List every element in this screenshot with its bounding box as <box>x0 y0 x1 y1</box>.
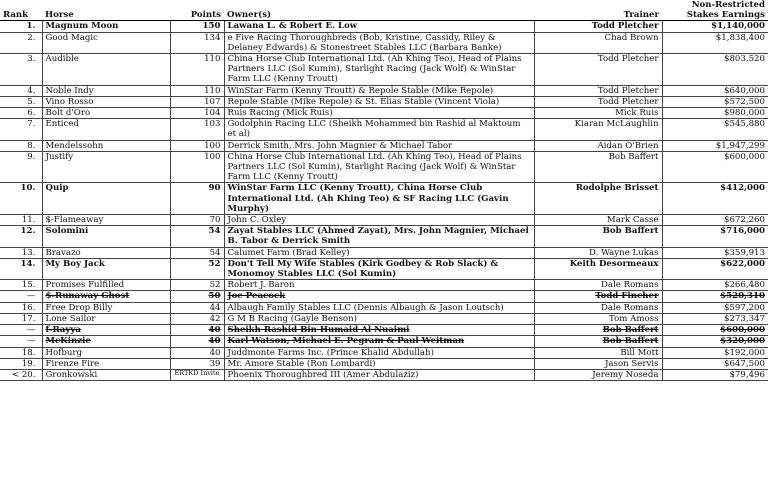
cell-rank: — <box>0 336 42 347</box>
cell-points: 110 <box>170 54 224 86</box>
cell-horse: $-Runaway Ghost <box>42 291 170 302</box>
cell-owners: Mr. Amore Stable (Ron Lombardi) <box>224 358 534 369</box>
cell-trainer: Todd Fincher <box>534 291 662 302</box>
cell-horse: Bolt d'Oro <box>42 108 170 119</box>
cell-earnings: $412,000 <box>662 183 768 215</box>
cell-horse: Solomini <box>42 226 170 247</box>
cell-owners: Zayat Stables LLC (Ahmed Zayat), Mrs. John Magnier, Michael B. Tabor & Derrick Smith <box>224 226 534 247</box>
cell-points: 52 <box>170 258 224 279</box>
header-owners: Owner(s) <box>224 0 534 21</box>
cell-trainer: Aidan O'Brien <box>534 140 662 151</box>
table-row <box>0 369 768 380</box>
cell-owners: Sheikh Rashid Bin Humaid Al Nuaimi <box>224 325 534 336</box>
cell-trainer: Kiaran McLaughlin <box>534 119 662 140</box>
cell-earnings: $803,520 <box>662 54 768 86</box>
cell-points: 40 <box>170 336 224 347</box>
table-row <box>0 347 768 358</box>
cell-owners: G M B Racing (Gayle Benson) <box>224 313 534 324</box>
cell-earnings: $320,000 <box>662 336 768 347</box>
table-row <box>0 258 768 279</box>
cell-points: 42 <box>170 313 224 324</box>
cell-rank: 16. <box>0 302 42 313</box>
cell-rank: 4. <box>0 85 42 96</box>
cell-earnings: $520,310 <box>662 291 768 302</box>
cell-earnings: $359,913 <box>662 247 768 258</box>
cell-rank: < 20. <box>0 369 42 380</box>
cell-horse: Noble Indy <box>42 85 170 96</box>
cell-points: 90 <box>170 183 224 215</box>
cell-horse: Magnum Moon <box>42 21 170 32</box>
cell-trainer: D. Wayne Lukas <box>534 247 662 258</box>
cell-points: 39 <box>170 358 224 369</box>
table-row <box>0 54 768 86</box>
cell-rank: 17. <box>0 313 42 324</box>
cell-earnings: $1,947,299 <box>662 140 768 151</box>
cell-rank: 19. <box>0 358 42 369</box>
cell-earnings: $716,000 <box>662 226 768 247</box>
cell-earnings: $545,880 <box>662 119 768 140</box>
cell-owners: Godolphin Racing LLC (Sheikh Mohammed bin Rashid al Maktoum et al) <box>224 119 534 140</box>
cell-horse: f-Rayya <box>42 325 170 336</box>
cell-horse: McKinzie <box>42 336 170 347</box>
table-row <box>0 336 768 347</box>
table-row <box>0 140 768 151</box>
cell-rank: 12. <box>0 226 42 247</box>
header-horse: Horse <box>42 0 170 21</box>
header-earnings <box>662 0 768 21</box>
cell-owners: Repole Stable (Mike Repole) & St. Elias Stable (Vincent Viola) <box>224 96 534 107</box>
cell-horse: Firenze Fire <box>42 358 170 369</box>
header-earnings-line1: Non-Restricted <box>691 0 765 10</box>
cell-points: 50 <box>170 291 224 302</box>
header-row <box>0 0 768 21</box>
table-row <box>0 215 768 226</box>
cell-earnings: $622,000 <box>662 258 768 279</box>
cell-owners: John C. Oxley <box>224 215 534 226</box>
cell-horse: Good Magic <box>42 32 170 53</box>
header-points: Points <box>170 0 224 21</box>
table-row <box>0 21 768 32</box>
cell-owners: China Horse Club International Ltd. (Ah Khing Teo), Head of Plains Partners LLC (Sol Kumin), Starlight Racing (Jack Wolf) & WinStar Farm LLC (Kenny Troutt) <box>224 54 534 86</box>
cell-earnings: $266,480 <box>662 280 768 291</box>
cell-trainer: Bob Baffert <box>534 336 662 347</box>
cell-points: 150 <box>170 21 224 32</box>
cell-rank: 3. <box>0 54 42 86</box>
cell-owners: Joe Peacock <box>224 291 534 302</box>
cell-earnings: $1,838,400 <box>662 32 768 53</box>
cell-points: 54 <box>170 226 224 247</box>
cell-earnings: $980,000 <box>662 108 768 119</box>
header-trainer: Trainer <box>534 0 662 21</box>
table-row <box>0 313 768 324</box>
cell-trainer: Jeremy Noseda <box>534 369 662 380</box>
cell-owners: WinStar Farm LLC (Kenny Troutt), China Horse Club International Ltd. (Ah Khing Teo) & SF Racing LLC (Gavin Murphy) <box>224 183 534 215</box>
cell-points: 134 <box>170 32 224 53</box>
cell-horse: Audible <box>42 54 170 86</box>
cell-rank: 6. <box>0 108 42 119</box>
cell-trainer: Chad Brown <box>534 32 662 53</box>
cell-trainer: Dale Romans <box>534 280 662 291</box>
cell-trainer: Rodolphe Brisset <box>534 183 662 215</box>
header-earnings-line2: Stakes Earnings <box>686 10 765 21</box>
cell-owners: Albaugh Family Stables LLC (Dennis Albaugh & Jason Loutsch) <box>224 302 534 313</box>
cell-points: 100 <box>170 151 224 183</box>
cell-horse: Enticed <box>42 119 170 140</box>
cell-earnings: $572,500 <box>662 96 768 107</box>
cell-rank: 10. <box>0 183 42 215</box>
cell-horse: Quip <box>42 183 170 215</box>
cell-earnings: $600,000 <box>662 325 768 336</box>
cell-rank: 7. <box>0 119 42 140</box>
cell-horse: Gronkowski <box>42 369 170 380</box>
cell-owners: Calumet Farm (Brad Kelley) <box>224 247 534 258</box>
cell-trainer: Mick Ruis <box>534 108 662 119</box>
cell-owners: Ruis Racing (Mick Ruis) <box>224 108 534 119</box>
cell-points: 100 <box>170 140 224 151</box>
table-row <box>0 302 768 313</box>
table-body <box>0 21 768 381</box>
cell-earnings: $600,000 <box>662 151 768 183</box>
table-row <box>0 32 768 53</box>
cell-points: 104 <box>170 108 224 119</box>
cell-points: 110 <box>170 85 224 96</box>
cell-rank: 9. <box>0 151 42 183</box>
cell-horse: Vino Rosso <box>42 96 170 107</box>
cell-trainer: Bob Baffert <box>534 226 662 247</box>
cell-points: 40 <box>170 347 224 358</box>
cell-points: 107 <box>170 96 224 107</box>
cell-points: 103 <box>170 119 224 140</box>
cell-horse: Free Drop Billy <box>42 302 170 313</box>
cell-owners: e Five Racing Thoroughbreds (Bob, Kristine, Cassidy, Riley & Delaney Edwards) & Stonestreet Stables LLC (Barbara Banke) <box>224 32 534 53</box>
cell-owners: Derrick Smith, Mrs. John Magnier & Michael Tabor <box>224 140 534 151</box>
cell-rank: 15. <box>0 280 42 291</box>
cell-trainer: Mark Casse <box>534 215 662 226</box>
table-row <box>0 96 768 107</box>
cell-rank: 1. <box>0 21 42 32</box>
cell-owners: WinStar Farm (Kenny Troutt) & Repole Stable (Mike Repole) <box>224 85 534 96</box>
cell-rank: 5. <box>0 96 42 107</box>
cell-rank: 14. <box>0 258 42 279</box>
cell-trainer: Todd Pletcher <box>534 96 662 107</box>
table-row <box>0 280 768 291</box>
cell-trainer: Bob Baffert <box>534 151 662 183</box>
cell-points: 44 <box>170 302 224 313</box>
header-rank: Rank <box>0 0 42 21</box>
cell-earnings: $672,260 <box>662 215 768 226</box>
table-row <box>0 325 768 336</box>
cell-owners: Juddmonte Farms Inc. (Prince Khalid Abdullah) <box>224 347 534 358</box>
cell-earnings: $647,500 <box>662 358 768 369</box>
cell-points: 70 <box>170 215 224 226</box>
table-row <box>0 108 768 119</box>
cell-points: 40 <box>170 325 224 336</box>
cell-points: 54 <box>170 247 224 258</box>
table-row <box>0 247 768 258</box>
cell-horse: My Boy Jack <box>42 258 170 279</box>
cell-earnings: $79,496 <box>662 369 768 380</box>
cell-trainer: Todd Pletcher <box>534 21 662 32</box>
cell-rank: — <box>0 325 42 336</box>
cell-trainer: Keith Desormeaux <box>534 258 662 279</box>
cell-trainer: Todd Pletcher <box>534 85 662 96</box>
cell-horse: Hofburg <box>42 347 170 358</box>
cell-trainer: Todd Pletcher <box>534 54 662 86</box>
cell-horse: Justify <box>42 151 170 183</box>
cell-owners: Don't Tell My Wife Stables (Kirk Godbey & Rob Slack) & Monomoy Stables LLC (Sol Kumin) <box>224 258 534 279</box>
cell-rank: 2. <box>0 32 42 53</box>
cell-trainer: Bob Baffert <box>534 325 662 336</box>
cell-earnings: $597,200 <box>662 302 768 313</box>
cell-owners: Lawana L. & Robert E. Low <box>224 21 534 32</box>
cell-rank: 8. <box>0 140 42 151</box>
table-row <box>0 183 768 215</box>
cell-horse: Mendelssohn <box>42 140 170 151</box>
cell-trainer: Tom Amoss <box>534 313 662 324</box>
cell-owners: China Horse Club International Ltd. (Ah Khing Teo), Head of Plains Partners LLC (Sol Kumin), Starlight Racing (Jack Wolf) & WinStar Farm LLC (Kenny Troutt) <box>224 151 534 183</box>
cell-rank: 11. <box>0 215 42 226</box>
cell-horse: $-Flameaway <box>42 215 170 226</box>
cell-owners: Robert J. Baron <box>224 280 534 291</box>
cell-horse: Lone Sailor <box>42 313 170 324</box>
table-row <box>0 151 768 183</box>
table-row <box>0 119 768 140</box>
cell-owners: Karl Watson, Michael E. Pegram & Paul Weitman <box>224 336 534 347</box>
table-row <box>0 85 768 96</box>
cell-earnings: $192,000 <box>662 347 768 358</box>
cell-earnings: $1,140,000 <box>662 21 768 32</box>
cell-horse: Promises Fulfilled <box>42 280 170 291</box>
cell-earnings: $273,347 <box>662 313 768 324</box>
cell-rank: — <box>0 291 42 302</box>
cell-earnings: $640,000 <box>662 85 768 96</box>
table-row <box>0 291 768 302</box>
cell-trainer: Bill Mott <box>534 347 662 358</box>
table-row <box>0 226 768 247</box>
table-row <box>0 358 768 369</box>
cell-points: ERTKD Invite <box>170 369 224 380</box>
cell-points: 52 <box>170 280 224 291</box>
cell-trainer: Dale Romans <box>534 302 662 313</box>
cell-rank: 13. <box>0 247 42 258</box>
cell-trainer: Jason Servis <box>534 358 662 369</box>
cell-owners: Phoenix Thoroughbred III (Amer Abdulaziz) <box>224 369 534 380</box>
cell-rank: 18. <box>0 347 42 358</box>
cell-horse: Bravazo <box>42 247 170 258</box>
